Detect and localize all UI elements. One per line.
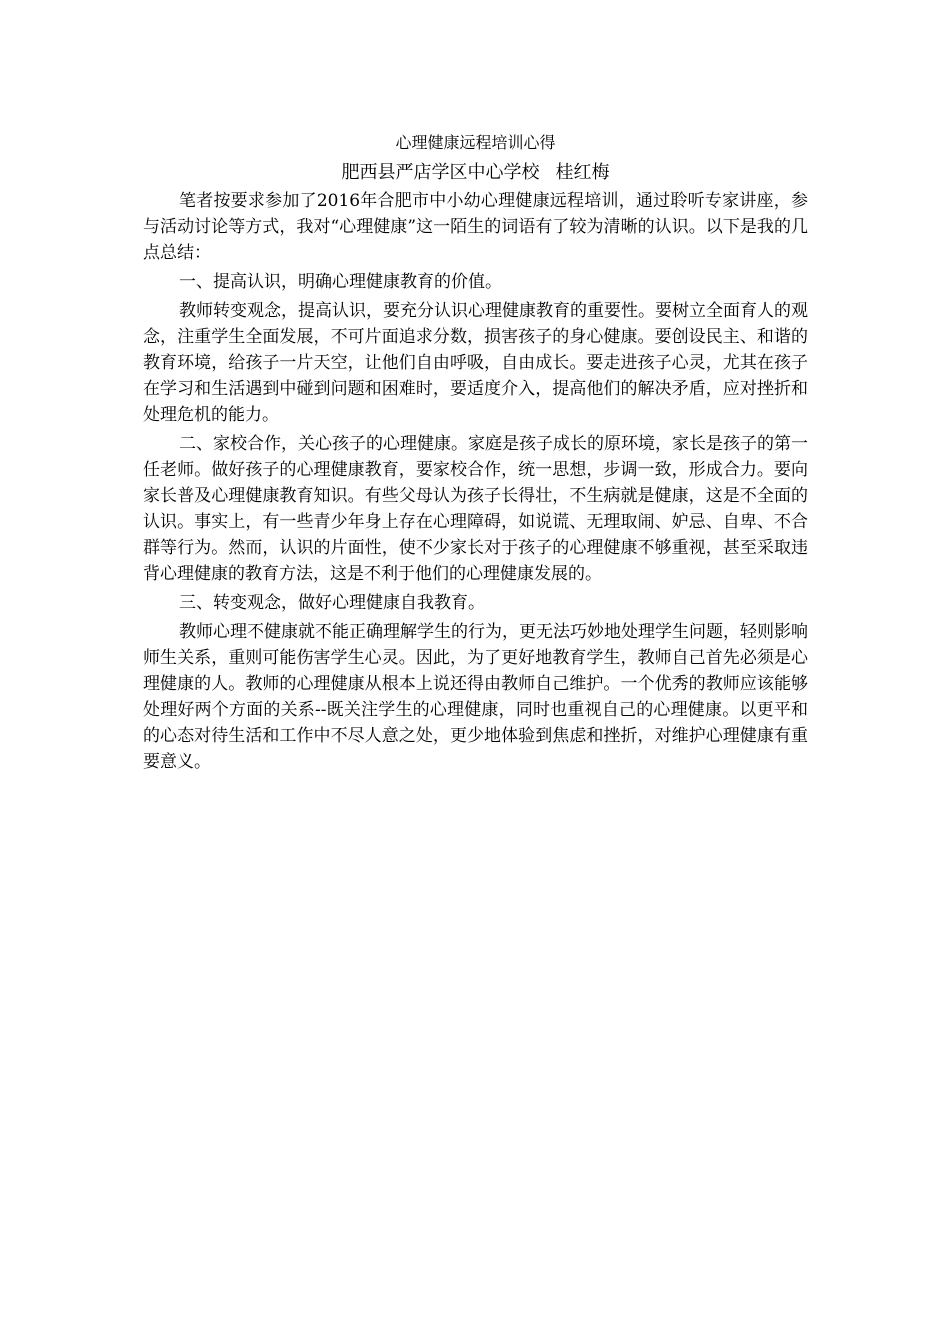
- section-1-paragraph: 教师转变观念，提高认识，要充分认识心理健康教育的重要性。要树立全面育人的观念，注重学生全面发展，不可片面追求分数，损害孩子的身心健康。要创设民主、和谐的教育环境，给孩子一片天空，让他们自由呼吸，自由成长。要走进孩子心灵，尤其在孩子在学习和生活遇到中碰到问题和困难时，要适度介入，提高他们的解决矛盾，应对挫折和处理危机的能力。: [143, 301, 808, 425]
- section-heading-3: 三、转变观念，做好心理健康自我教育。: [179, 593, 485, 613]
- school-name: 肥西县严店学区中心学校: [341, 162, 540, 183]
- section-heading-1: 一、提高认识，明确心理健康教育的价值。: [179, 272, 502, 292]
- section-3-paragraph: 教师心理不健康就不能正确理解学生的行为，更无法巧妙地处理学生问题，轻则影响师生关系，重则可能伤害学生心灵。因此，为了更好地教育学生，教师自己首先必须是心理健康的人。教师的心理健康从根本上说还得由教师自己维护。一个优秀的教师应该能够处理好两个方面的关系--既关注学生的心理健康，同时也重视自己的心理健康。以更平和的心态对待生活和工作中不尽人意之处，更少地体验到焦虑和挫折，对维护心理健康有重要意义。: [143, 622, 808, 772]
- intro-paragraph: 笔者按要求参加了2016年合肥市中小幼心理健康远程培训，通过聆听专家讲座，参与活动讨论等方式，我对“心理健康”这一陌生的词语有了较为清晰的认识。以下是我的几点总结：: [143, 191, 808, 263]
- section-2-paragraph: 二、家校合作，关心孩子的心理健康。家庭是孩子成长的原环境，家长是孩子的第一任老师。做好孩子的心理健康教育，要家校合作，统一思想，步调一致，形成合力。要向家长普及心理健康教育知识。有些父母认为孩子长得壮，不生病就是健康，这是不全面的认识。事实上，有一些青少年身上存在心理障碍，如说谎、无理取闹、妒忌、自卑、不合群等行为。然而，认识的片面性，使不少家长对于孩子的心理健康不够重视，甚至采取违背心理健康的教育方法，这是不利于他们的心理健康发展的。: [143, 434, 808, 584]
- byline: [143, 158, 808, 188]
- author-name: 桂红梅: [555, 162, 610, 183]
- document-title: 心理健康远程培训心得: [395, 133, 556, 152]
- document-body: [143, 128, 808, 778]
